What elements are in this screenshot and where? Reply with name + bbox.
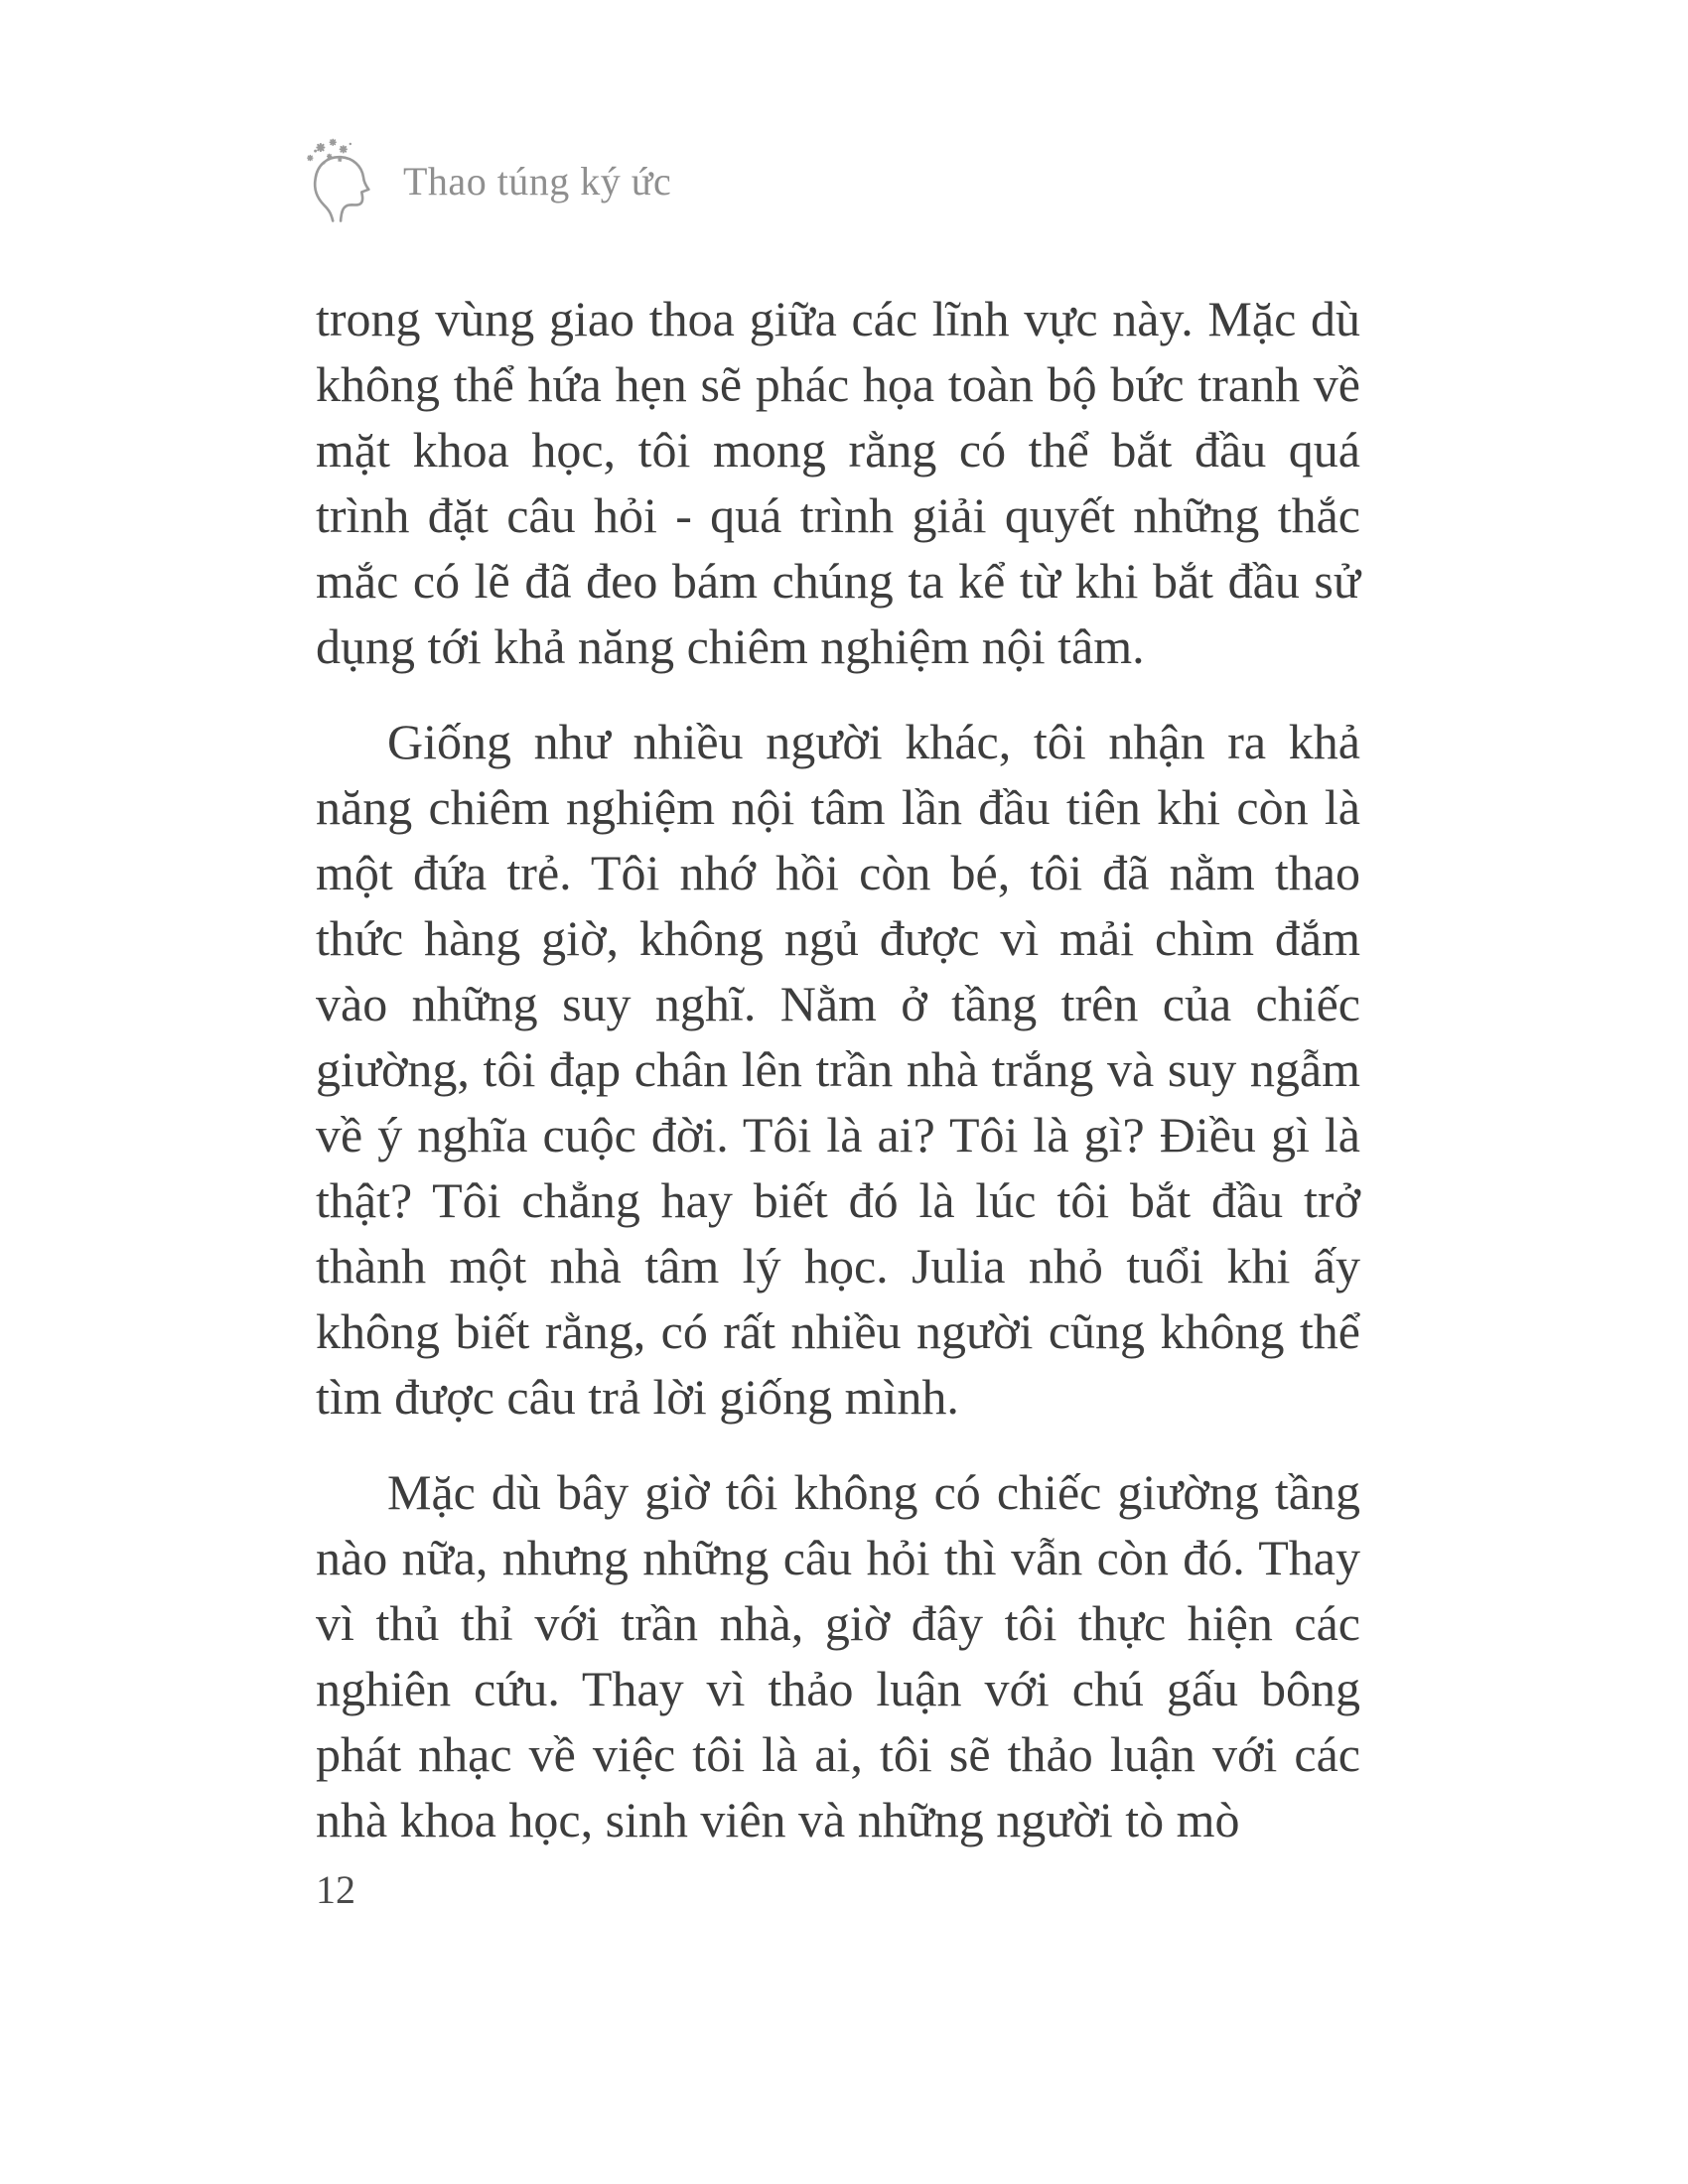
paragraph: Giống như nhiều người khác, tôi nhận ra khả năng chiêm nghiệm nội tâm lần đầu tiên khi còn là một đứa trẻ. Tôi nhớ hồi còn bé, tôi đã nằm thao thức hàng giờ, không ngủ được vì mải chìm đắm vào những suy nghĩ. Nằm ở tầng trên của chiếc giường, tôi đạp chân lên trần nhà trắng và suy ngẫm về ý nghĩa cuộc đời. Tôi là ai? Tôi là gì? Điều gì là thật? Tôi chẳng hay biết đó là lúc tôi bắt đầu trở thành một nhà tâm lý học. Julia nhỏ tuổi khi ấy không biết rằng, có rất nhiều người cũng không thể tìm được câu trả lời giống mình.	[316, 714, 1360, 1425]
paragraph: Mặc dù bây giờ tôi không có chiếc giường tầng nào nữa, nhưng những câu hỏi thì vẫn còn đó. Thay vì thủ thỉ với trần nhà, giờ đây tôi thực hiện các nghiên cứu. Thay vì thảo luận với chú gấu bông phát nhạc về việc tôi là ai, tôi sẽ thảo luận với các nhà khoa học, sinh viên và những người tò mò	[316, 1464, 1360, 1847]
page-number: 12	[316, 1867, 355, 1912]
running-header	[298, 137, 671, 224]
head-dandelion-icon	[298, 137, 385, 224]
book-title: Thao túng ký ức	[403, 158, 672, 204]
page-content	[316, 286, 1360, 1882]
paragraph-continuation: trong vùng giao thoa giữa các lĩnh vực này. Mặc dù không thể hứa hẹn sẽ phác họa toàn bộ bức tranh về mặt khoa học, tôi mong rằng có thể bắt đầu quá trình đặt câu hỏi - quá trình giải quyết những thắc mắc có lẽ đã đeo bám chúng ta kể từ khi bắt đầu sử dụng tới khả năng chiêm nghiệm nội tâm.	[316, 291, 1360, 674]
